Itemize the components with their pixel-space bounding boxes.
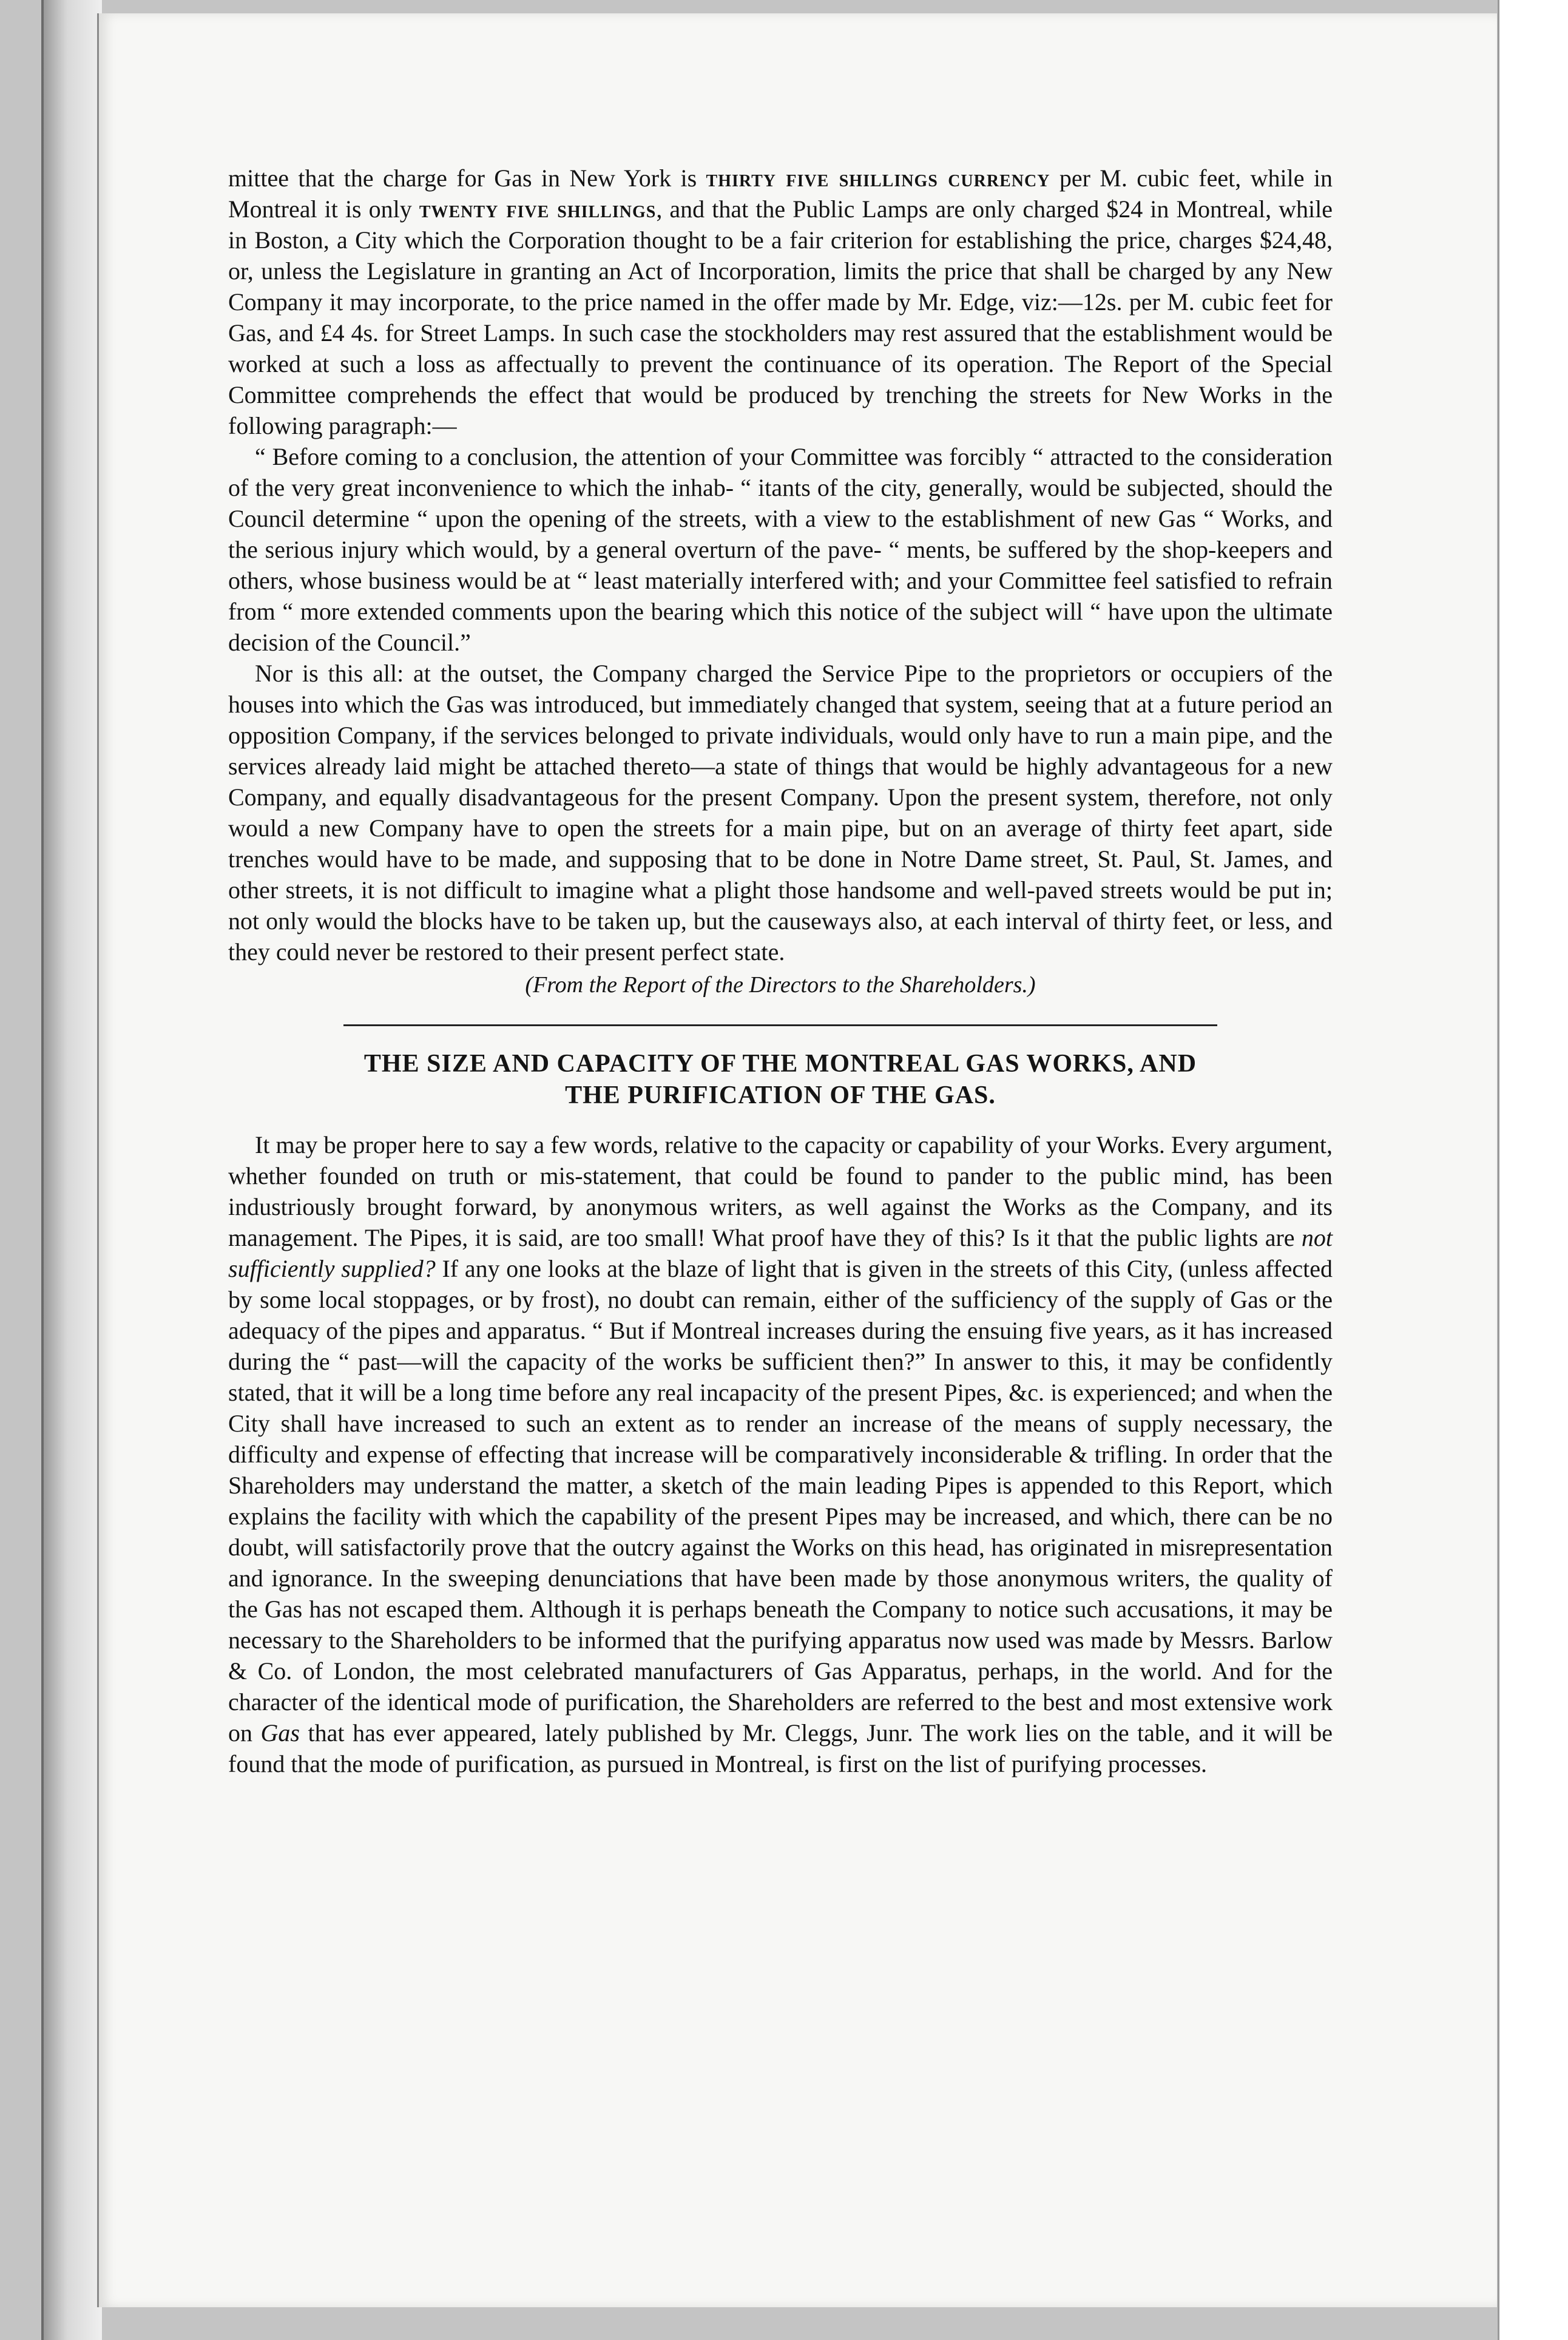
facing-page-edge <box>1498 0 1568 2340</box>
book-spine-shadow <box>41 0 102 2340</box>
emphasis-not-sufficiently-supplied: not sufficiently supplied? <box>228 1224 1333 1282</box>
emphasis-gas: Gas <box>260 1719 300 1747</box>
section-heading <box>228 1048 1333 1111</box>
paragraph-gas-charges: mittee that the charge for Gas in New York is thirty five shillings currency per M. cubic feet, while in Montreal it is only twenty five shillings, and that the Public Lamps are only charged $24 in Montreal, while in Boston, a City which the Corporation thought to be a fair criterion for establishing the price, charges $24,48, or, unless the Legislature in granting an Act of Incorporation, limits the price that shall be charged by any New Company it may incorporate, to the price named in the offer made by Mr. Edge, viz:—12s. per M. cubic feet for Gas, and £4 4s. for Street Lamps. In such case the stockholders may rest assured that the establishment would be worked at such a loss as affectually to prevent the continuance of its operation. The Report of the Special Committee comprehends the effect that would be produced by trenching the streets for New Works in the following paragraph:— <box>228 164 1333 439</box>
paragraph-capacity: It may be proper here to say a few words, relative to the capacity or capability of your Works. Every argument, whether founded on truth or mis-statement, that could be found to pander to the public mind, has been industriously brought forward, by anonymous writers, as well against the Works as the Company, and its management. The Pipes, it is said, are too small! What proof have they of this? Is it that the public lights are not sufficiently supplied? If any one looks at the blaze of light that is given in the streets of this City, (unless affected by some local stoppages, or by frost), no doubt can remain, either of the sufficiency of the supply of Gas or the adequacy of the pipes and apparatus. “ But if Montreal increases during the ensuing five years, as it has increased during the “ past—will the capacity of the works be sufficient then?” In answer to this, it may be confidently stated, that it will be a long time before any real incapacity of the present Pipes, &c. is experienced; and when the City shall have increased to such an extent as to render an increase of the means of supply necessary, the difficulty and expense of effecting that increase will be comparatively inconsiderable & trifling. In order that the Shareholders may understand the matter, a sketch of the main leading Pipes is appended to this Report, which explains the facility with which the capability of the present Pipes may be increased, and which, there can be no doubt, will satisfactorily prove that the outcry against the Works on this head, has originated in misrepresentation and ignorance. In the sweeping denunciations that have been made by those anonymous writers, the quality of the Gas has not escaped them. Although it is perhaps beneath the Company to notice such accusations, it may be necessary to the Shareholders to be informed that the purifying apparatus now used was made by Messrs. Barlow & Co. of London, the most celebrated manufacturers of Gas Apparatus, perhaps, in the world. And for the character of the identical mode of purification, the Shareholders are referred to the best and most extensive work on Gas that has ever appeared, lately published by Mr. Cleggs, Junr. The work lies on the table, and it will be found that the mode of purification, as pursued in Montreal, is first on the list of purifying processes. <box>228 1131 1333 1777</box>
section-divider <box>343 1024 1217 1026</box>
committee-quote: “ Before coming to a conclusion, the attention of your Committee was forcibly “ attracted to the consideration of the very great inconvenience to which the inhab- “ itants of the city, generally, would be subjected, should the Council determine “ upon the opening of the streets, with a view to the establishment of new Gas “ Works, and the serious injury which would, by a general overturn of the pave- “ ments, be suffered by the shop-keepers and others, whose business would be at “ least materially interfered with; and your Committee feel satisfied to refrain from “ more extended comments upon the bearing which this notice of the subject will “ have upon the ultimate decision of the Council.” <box>228 443 1333 656</box>
section-heading-line-1: THE SIZE AND CAPACITY OF THE MONTREAL GAS WORKS, AND <box>363 1050 1197 1078</box>
report-attribution: (From the Report of the Directors to the Shareholders.) <box>525 972 1036 998</box>
page-content <box>228 163 1333 1779</box>
section-heading-line-2: THE PURIFICATION OF THE GAS. <box>565 1081 996 1109</box>
emphasis-thirty-five-shillings: thirty five shillings currency <box>706 164 1050 192</box>
emphasis-twenty-five-shillings: twenty five shillings <box>419 195 657 223</box>
paragraph-service-pipe: Nor is this all: at the outset, the Company charged the Service Pipe to the proprietors or occupiers of the houses into which the Gas was introduced, but immediately changed that system, seeing that at a future period an opposition Company, if the services belonged to private individuals, would only have to run a main pipe, and the services already laid might be attached thereto—a state of things that would be highly advantageous for a new Company, and equally disadvantageous for the present Company. Upon the present system, therefore, not only would a new Company have to open the streets for a main pipe, but on an average of thirty feet apart, side trenches would have to be made, and supposing that to be done in Notre Dame street, St. Paul, St. James, and other streets, it is not difficult to imagine what a plight those handsome and well-paved streets would be put in; not only would the blocks have to be taken up, but the causeways also, at each interval of thirty feet, or less, and they could never be restored to their present perfect state. <box>228 660 1333 965</box>
